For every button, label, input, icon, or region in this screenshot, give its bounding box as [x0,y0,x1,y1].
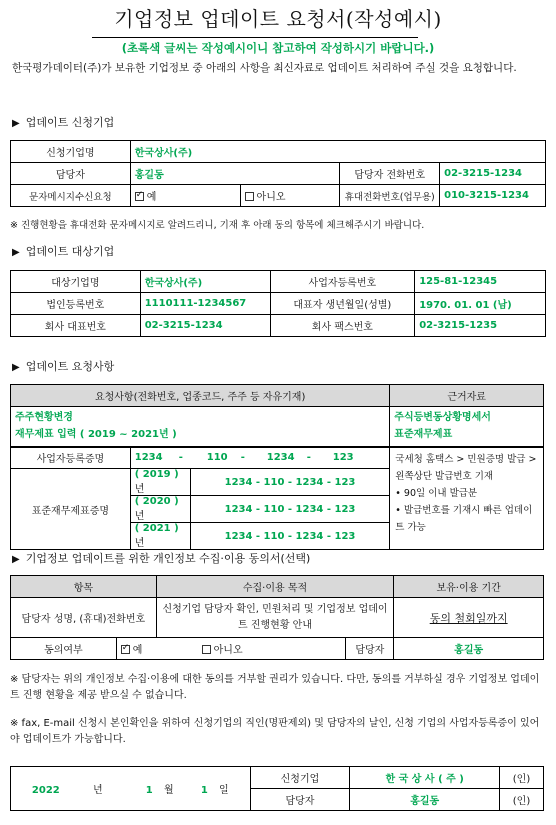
request-table [10,384,544,550]
bizno-label: 사업자등록번호 [270,271,415,293]
fs-year: ( 2020 ) [134,496,179,507]
cert-part: 110 [206,452,228,464]
fs-year-cell[interactable] [130,496,190,523]
fs-year-cell[interactable] [130,523,190,550]
request-item: 주주현황변경 [15,412,73,424]
sign-company-field[interactable]: 한 국 상 사 ( 주 ) [350,767,500,789]
mobile-field[interactable]: 010-3215-1234 [440,185,546,207]
sign-day: 1 [200,785,208,796]
fs-number-field[interactable]: 1234 - 110 - 1234 - 123 [190,496,390,523]
guide-text: 국세청 홈택스 > 민원증명 발급 > 왼쪽상단 발급번호 기재 [395,453,537,482]
fax-field[interactable]: 02-3215-1235 [415,315,546,337]
guide-text: • 발급번호를 기재시 빠른 업데이트 가능 [395,504,533,533]
cert-part: 1234 [134,452,163,464]
cert-part: 1234 [266,452,295,464]
section-consent-heading [0,550,310,566]
evidence-item: 표준재무제표 [394,429,453,441]
intro-paragraph: 한국평가데이터(주)가 보유한 기업정보 중 아래의 사항을 최신자료로 업데이트 처리하여 주실 것을 요청합니다. [12,62,517,74]
year-unit: 년 [134,538,145,549]
seal-1: (인) [500,767,544,789]
agree-yes-option[interactable] [121,645,143,656]
year-unit: 년 [134,511,145,522]
no-label: 아니오 [256,192,286,203]
fs-number-field[interactable]: 1234 - 110 - 1234 - 123 [190,469,390,496]
sign-manager-label: 담당자 [250,789,350,811]
company-field[interactable]: 한국상사(주) [130,141,545,163]
section-title: 업데이트 신청기업 [25,116,115,129]
no-label: 아니오 [213,645,243,656]
checkbox-icon[interactable] [202,645,211,654]
item-col-header: 항목 [11,576,157,598]
triangle-icon: ▶ [12,362,20,373]
cert-number-field[interactable] [130,447,390,469]
phone-label: 담당자 전화번호 [340,163,440,185]
triangle-icon: ▶ [12,118,20,129]
mobile-label: 휴대전화번호(업무용) [340,185,440,207]
birth-label: 대표자 생년월일(성별) [270,293,415,315]
consent-table [10,575,544,660]
fs-number-field[interactable]: 1234 - 110 - 1234 - 123 [190,523,390,550]
year-unit: 년 [134,484,145,495]
page-title: 기업정보 업데이트 요청서(작성예시) [114,7,442,31]
purpose-col-header: 수집·이용 목적 [156,576,394,598]
rep-phone-field[interactable]: 02-3215-1234 [140,315,270,337]
consent-note: ※ 담당자는 위의 개인정보 수집·이용에 대한 동의를 거부할 권리가 있습니다. 다만, 동의를 거부하실 경우 기업정보 업데이트 진행 현황을 제공 받으실 수 없습니다. [10,674,540,701]
consent-purpose: 신청기업 담당자 확인, 민원처리 및 기업정보 업데이트 진행현황 안내 [156,598,394,638]
agree-label: 동의여부 [11,638,117,660]
corpno-field[interactable]: 1110111-1234567 [140,293,270,315]
evidence-item: 주식등변동상황명세서 [394,412,491,424]
title-underline [92,37,418,38]
consent-manager-label: 담당자 [346,638,394,660]
checkbox-checked-icon[interactable] [135,192,144,201]
seal-2: (인) [500,789,544,811]
agree-options [116,638,346,660]
section-request-heading [0,358,114,374]
bizno-field[interactable]: 125-81-12345 [415,271,546,293]
checkbox-checked-icon[interactable] [121,645,130,654]
date-cell[interactable] [11,767,251,811]
target-table [10,270,546,337]
request-col-header: 요청사항(전화번호, 업종코드, 주주 등 자유기재) [11,385,390,407]
cert-label: 사업자등록증명 [11,447,131,469]
rep-phone-label: 회사 대표번호 [11,315,141,337]
company-label: 신청기업명 [11,141,131,163]
birth-field[interactable]: 1970. 01. 01 (남) [415,293,546,315]
signature-table [10,766,544,811]
month-unit: 월 [163,785,174,796]
fs-year-cell[interactable] [130,469,190,496]
section-title: 기업정보 업데이트를 위한 개인정보 수집·이용 동의서(선택) [25,552,311,565]
fs-year: ( 2019 ) [134,469,179,480]
sign-company-label: 신청기업 [250,767,350,789]
yes-label: 예 [132,645,143,656]
guide-text: • 90일 이내 발급분 [395,487,478,499]
request-item: 재무제표 입력 ( 2019 ~ 2021년 ) [15,429,177,441]
section-title: 업데이트 요청사항 [25,360,115,373]
sign-month: 1 [145,785,153,796]
sms-note: ※ 진행현황을 휴대전화 문자메시지로 알려드리니, 기재 후 아래 동의 항목에 체크해주시기 바랍니다. [10,220,425,231]
agree-no-option[interactable] [202,645,243,656]
manager-label: 담당자 [11,163,131,185]
target-field[interactable]: 한국상사(주) [140,271,270,293]
yes-label: 예 [146,192,157,203]
section-title: 업데이트 대상기업 [25,245,115,258]
cert-sep: - [178,452,183,464]
year-unit: 년 [92,785,103,796]
section-applicant-heading [0,114,114,130]
evidence-col-header: 근거자료 [390,385,544,407]
sms-label: 문자메시지수신요청 [11,185,131,207]
fax-note: ※ fax, E-mail 신청시 본인확인을 위하여 신청기업의 직인(명판제외) 및 담당자의 날인, 신청 기업의 사업자등록증이 있어야 업데이트가 가능합니다. [10,718,540,745]
consent-item: 담당자 성명, (휴대)전화번호 [11,598,157,638]
target-label: 대상기업명 [11,271,141,293]
fax-label: 회사 팩스번호 [270,315,415,337]
day-unit: 일 [218,785,229,796]
sign-year: 2022 [31,785,60,796]
sms-no-option[interactable] [240,185,340,207]
request-items[interactable] [11,407,390,447]
fs-year: ( 2021 ) [134,523,179,534]
checkbox-icon[interactable] [245,192,254,201]
section-target-heading [0,243,114,259]
corpno-label: 법인등록번호 [11,293,141,315]
cert-sep: - [240,452,245,464]
evidence-items[interactable] [390,407,544,447]
green-notice: (초록색 글씨는 작성예시이니 참고하여 작성하시기 바랍니다.) [121,41,435,55]
guide-cell [390,447,544,550]
cert-part: 123 [332,452,354,464]
triangle-icon: ▶ [12,247,20,258]
phone-field[interactable]: 02-3215-1234 [440,163,546,185]
manager-field[interactable]: 홍길동 [130,163,340,185]
fs-label: 표준재무제표증명 [11,469,131,550]
period-col-header: 보유·이용 기간 [394,576,544,598]
sign-manager-field[interactable]: 홍길동 [350,789,500,811]
cert-sep: - [306,452,311,464]
applicant-table [10,140,546,207]
sms-yes-option[interactable] [130,185,240,207]
consent-period: 동의 철회일까지 [394,598,544,638]
triangle-icon: ▶ [12,554,20,565]
consent-manager-field[interactable]: 홍길동 [394,638,544,660]
